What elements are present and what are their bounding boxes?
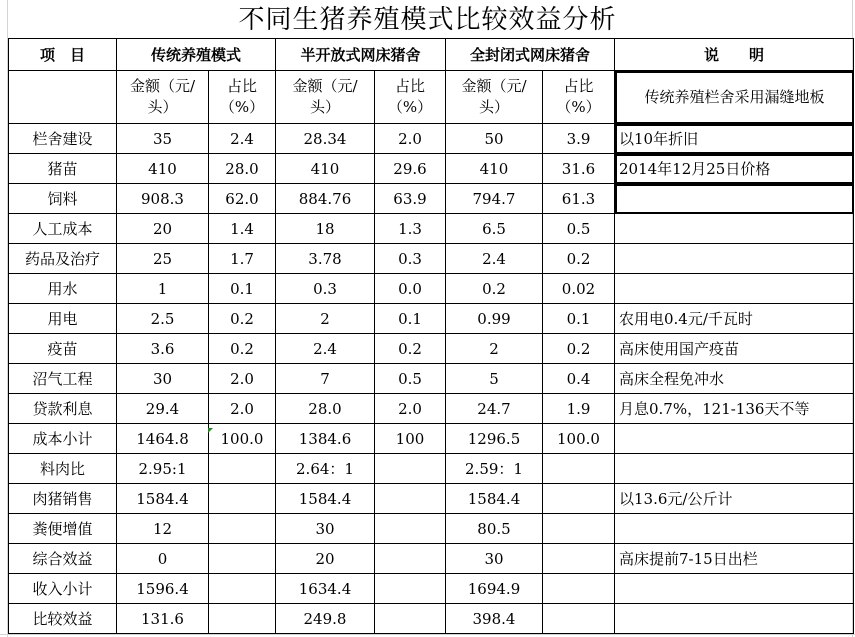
cell-r3[interactable]: 100.0	[543, 424, 615, 454]
cell-r3[interactable]: 3.9	[543, 124, 615, 154]
cell-note[interactable]	[615, 514, 854, 544]
table-row	[9, 304, 854, 334]
cell-note[interactable]	[615, 454, 854, 484]
cell-r1[interactable]	[209, 604, 276, 634]
cell-a1[interactable]: 30	[117, 364, 209, 394]
cell-a2[interactable]: 20	[276, 544, 375, 574]
cell-r2[interactable]	[375, 544, 446, 574]
cell-a1[interactable]: 131.6	[117, 604, 209, 634]
cell-a3[interactable]: 6.5	[446, 214, 543, 244]
cell-a1[interactable]: 2.5	[117, 304, 209, 334]
cell-a1[interactable]: 20	[117, 214, 209, 244]
cell-a2[interactable]: 1384.6	[276, 424, 375, 454]
cell-note[interactable]	[615, 574, 854, 604]
table-row	[9, 274, 854, 304]
table-row	[9, 334, 854, 364]
table-row	[9, 214, 854, 244]
cell-a1[interactable]: 1584.4	[117, 484, 209, 514]
cell-a2[interactable]: 2	[276, 304, 375, 334]
cell-note[interactable]	[615, 424, 854, 454]
cell-note[interactable]	[615, 274, 854, 304]
cell-r1[interactable]: 28.0	[209, 154, 276, 184]
cell-r3[interactable]	[543, 454, 615, 484]
header-item[interactable]: 项 目	[9, 39, 117, 71]
cell-r2[interactable]	[375, 574, 446, 604]
table-row	[9, 484, 854, 514]
cell-a3[interactable]: 80.5	[446, 514, 543, 544]
cell-r1[interactable]: 62.0	[209, 184, 276, 214]
cell-a3[interactable]: 24.7	[446, 394, 543, 424]
cell-r1[interactable]: 1.4	[209, 214, 276, 244]
cell-r2[interactable]: 100	[375, 424, 446, 454]
cell-a2[interactable]: 249.8	[276, 604, 375, 634]
table-body	[9, 124, 854, 634]
cell-note[interactable]: 月息0.7%，121-136天不等	[615, 394, 854, 424]
cell-r2[interactable]: 63.9	[375, 184, 446, 214]
cell-r1[interactable]: 0.1	[209, 274, 276, 304]
table-row	[9, 604, 854, 634]
table-row	[9, 124, 854, 154]
cell-a2[interactable]: 28.34	[276, 124, 375, 154]
subheader-amount-2[interactable]: 金额（元/ 头）	[276, 71, 375, 124]
cell-item[interactable]: 饲料	[9, 184, 117, 214]
comparison-table	[8, 38, 854, 634]
header-note[interactable]: 说 明	[615, 39, 854, 71]
cell-a3[interactable]: 1694.9	[446, 574, 543, 604]
subheader-empty[interactable]	[9, 71, 117, 124]
cell-note[interactable]: 高床全程免冲水	[615, 364, 854, 394]
cell-item[interactable]: 沼气工程	[9, 364, 117, 394]
table-row	[9, 454, 854, 484]
header-closed[interactable]: 全封闭式网床猪舍	[446, 39, 615, 71]
cell-a3[interactable]: 2	[446, 334, 543, 364]
cell-r3[interactable]	[543, 574, 615, 604]
cell-r1[interactable]: 100.0	[209, 424, 276, 454]
header-row	[9, 39, 854, 71]
cell-note[interactable]: 以13.6元/公斤计	[615, 484, 854, 514]
cell-r1[interactable]	[209, 544, 276, 574]
cell-r2[interactable]	[375, 604, 446, 634]
cell-r1[interactable]: 0.2	[209, 304, 276, 334]
cell-a1[interactable]: 1596.4	[117, 574, 209, 604]
cell-a2[interactable]: 3.78	[276, 244, 375, 274]
cell-a1[interactable]: 25	[117, 244, 209, 274]
cell-a3[interactable]: 410	[446, 154, 543, 184]
cell-a1[interactable]: 2.95:1	[117, 454, 209, 484]
cell-a1[interactable]: 410	[117, 154, 209, 184]
cell-note[interactable]: 高床提前7-15日出栏	[615, 544, 854, 574]
cell-r2[interactable]	[375, 484, 446, 514]
cell-r2[interactable]: 0.2	[375, 334, 446, 364]
subheader-ratio-1[interactable]: 占比（%）	[209, 71, 276, 124]
sheet-title[interactable]: 不同生猪养殖模式比较效益分析	[238, 5, 617, 35]
cell-r1[interactable]	[209, 484, 276, 514]
table-row	[9, 394, 854, 424]
cell-r3[interactable]: 1.9	[543, 394, 615, 424]
cell-r2[interactable]: 1.3	[375, 214, 446, 244]
cell-r1[interactable]: 2.0	[209, 394, 276, 424]
cell-item[interactable]: 肉猪销售	[9, 484, 117, 514]
cell-r1[interactable]: 2.0	[209, 364, 276, 394]
cell-comment-marker	[208, 428, 213, 433]
cell-a1[interactable]: 12	[117, 514, 209, 544]
cell-a2[interactable]: 0.3	[276, 274, 375, 304]
cell-item[interactable]: 粪便增值	[9, 514, 117, 544]
cell-r1[interactable]: 1.7	[209, 244, 276, 274]
cell-a1[interactable]: 1	[117, 274, 209, 304]
cell-a1[interactable]: 0	[117, 544, 209, 574]
cell-item[interactable]: 栏舍建设	[9, 124, 117, 154]
header-traditional[interactable]: 传统养殖模式	[117, 39, 276, 71]
cell-r3[interactable]: 0.2	[543, 334, 615, 364]
subheader-ratio-2[interactable]: 占比（%）	[375, 71, 446, 124]
cell-a3[interactable]: 50	[446, 124, 543, 154]
table-row	[9, 244, 854, 274]
cell-r3[interactable]	[543, 514, 615, 544]
cell-r2[interactable]	[375, 454, 446, 484]
cell-r2[interactable]	[375, 514, 446, 544]
cell-r3[interactable]: 0.4	[543, 364, 615, 394]
cell-item[interactable]: 综合效益	[9, 544, 117, 574]
cell-a3[interactable]: 0.99	[446, 304, 543, 334]
cell-a2[interactable]: 2.64：1	[276, 454, 375, 484]
cell-a1[interactable]: 908.3	[117, 184, 209, 214]
cell-a3[interactable]: 0.2	[446, 274, 543, 304]
subheader-amount-3[interactable]: 金额（元/ 头）	[446, 71, 543, 124]
cell-note[interactable]	[615, 244, 854, 274]
cell-item[interactable]: 猪苗	[9, 154, 117, 184]
cell-r2[interactable]: 0.5	[375, 364, 446, 394]
cell-r3[interactable]: 0.5	[543, 214, 615, 244]
cell-r1[interactable]	[209, 574, 276, 604]
cell-a2[interactable]: 7	[276, 364, 375, 394]
cell-item[interactable]: 成本小计	[9, 424, 117, 454]
cell-item[interactable]: 贷款利息	[9, 394, 117, 424]
cell-r3[interactable]: 0.2	[543, 244, 615, 274]
cell-note[interactable]	[615, 214, 854, 244]
cell-a2[interactable]: 410	[276, 154, 375, 184]
subheader-note[interactable]: 传统养殖栏舍采用漏缝地板	[615, 71, 854, 124]
cell-r1[interactable]: 0.2	[209, 334, 276, 364]
table-row	[9, 514, 854, 544]
cell-a3[interactable]: 30	[446, 544, 543, 574]
cell-a1[interactable]: 3.6	[117, 334, 209, 364]
cell-r2[interactable]: 2.0	[375, 124, 446, 154]
cell-a1[interactable]: 35	[117, 124, 209, 154]
subheader-row	[9, 71, 854, 124]
cell-a2[interactable]: 884.76	[276, 184, 375, 214]
cell-item[interactable]: 疫苗	[9, 334, 117, 364]
cell-a3[interactable]: 5	[446, 364, 543, 394]
cell-r1[interactable]	[209, 514, 276, 544]
cell-a1[interactable]: 29.4	[117, 394, 209, 424]
cell-note[interactable]: 以10年折旧	[615, 124, 854, 154]
cell-r3[interactable]: 0.02	[543, 274, 615, 304]
cell-item[interactable]: 用水	[9, 274, 117, 304]
cell-item[interactable]: 药品及治疗	[9, 244, 117, 274]
cell-a3[interactable]: 2.59：1	[446, 454, 543, 484]
table-row	[9, 364, 854, 394]
table-row	[9, 544, 854, 574]
table-row	[9, 424, 854, 454]
cell-r2[interactable]: 0.0	[375, 274, 446, 304]
cell-r1[interactable]	[209, 454, 276, 484]
cell-r2[interactable]: 0.3	[375, 244, 446, 274]
cell-item[interactable]: 人工成本	[9, 214, 117, 244]
header-semi-open[interactable]: 半开放式网床猪舍	[276, 39, 446, 71]
table-row	[9, 574, 854, 604]
cell-r3[interactable]: 0.1	[543, 304, 615, 334]
cell-a2[interactable]: 18	[276, 214, 375, 244]
cell-r3[interactable]: 61.3	[543, 184, 615, 214]
cell-a3[interactable]: 1296.5	[446, 424, 543, 454]
cell-item[interactable]: 料肉比	[9, 454, 117, 484]
cell-a2[interactable]: 2.4	[276, 334, 375, 364]
cell-a2[interactable]: 1584.4	[276, 484, 375, 514]
cell-a2[interactable]: 28.0	[276, 394, 375, 424]
cell-r2[interactable]: 0.1	[375, 304, 446, 334]
cell-item[interactable]: 用电	[9, 304, 117, 334]
subheader-ratio-3[interactable]: 占比（%）	[543, 71, 615, 124]
cell-a3[interactable]: 1584.4	[446, 484, 543, 514]
cell-r2[interactable]: 2.0	[375, 394, 446, 424]
subheader-amount-1[interactable]: 金额（元/头）	[117, 71, 209, 124]
cell-r2[interactable]: 29.6	[375, 154, 446, 184]
cell-note[interactable]	[615, 184, 854, 214]
cell-a1[interactable]: 1464.8	[117, 424, 209, 454]
cell-item[interactable]: 比较效益	[9, 604, 117, 634]
cell-r3[interactable]	[543, 484, 615, 514]
cell-a3[interactable]: 398.4	[446, 604, 543, 634]
cell-note[interactable]: 农用电0.4元/千瓦时	[615, 304, 854, 334]
cell-r3[interactable]: 31.6	[543, 154, 615, 184]
table-row	[9, 184, 854, 214]
cell-r1[interactable]: 2.4	[209, 124, 276, 154]
cell-note[interactable]	[615, 604, 854, 634]
table-row	[9, 154, 854, 184]
cell-a2[interactable]: 30	[276, 514, 375, 544]
cell-r3[interactable]	[543, 544, 615, 574]
cell-a2[interactable]: 1634.4	[276, 574, 375, 604]
cell-a3[interactable]: 794.7	[446, 184, 543, 214]
cell-item[interactable]: 收入小计	[9, 574, 117, 604]
cell-note[interactable]: 高床使用国产疫苗	[615, 334, 854, 364]
cell-note[interactable]: 2014年12月25日价格	[615, 154, 854, 184]
cell-r3[interactable]	[543, 604, 615, 634]
cell-a3[interactable]: 2.4	[446, 244, 543, 274]
